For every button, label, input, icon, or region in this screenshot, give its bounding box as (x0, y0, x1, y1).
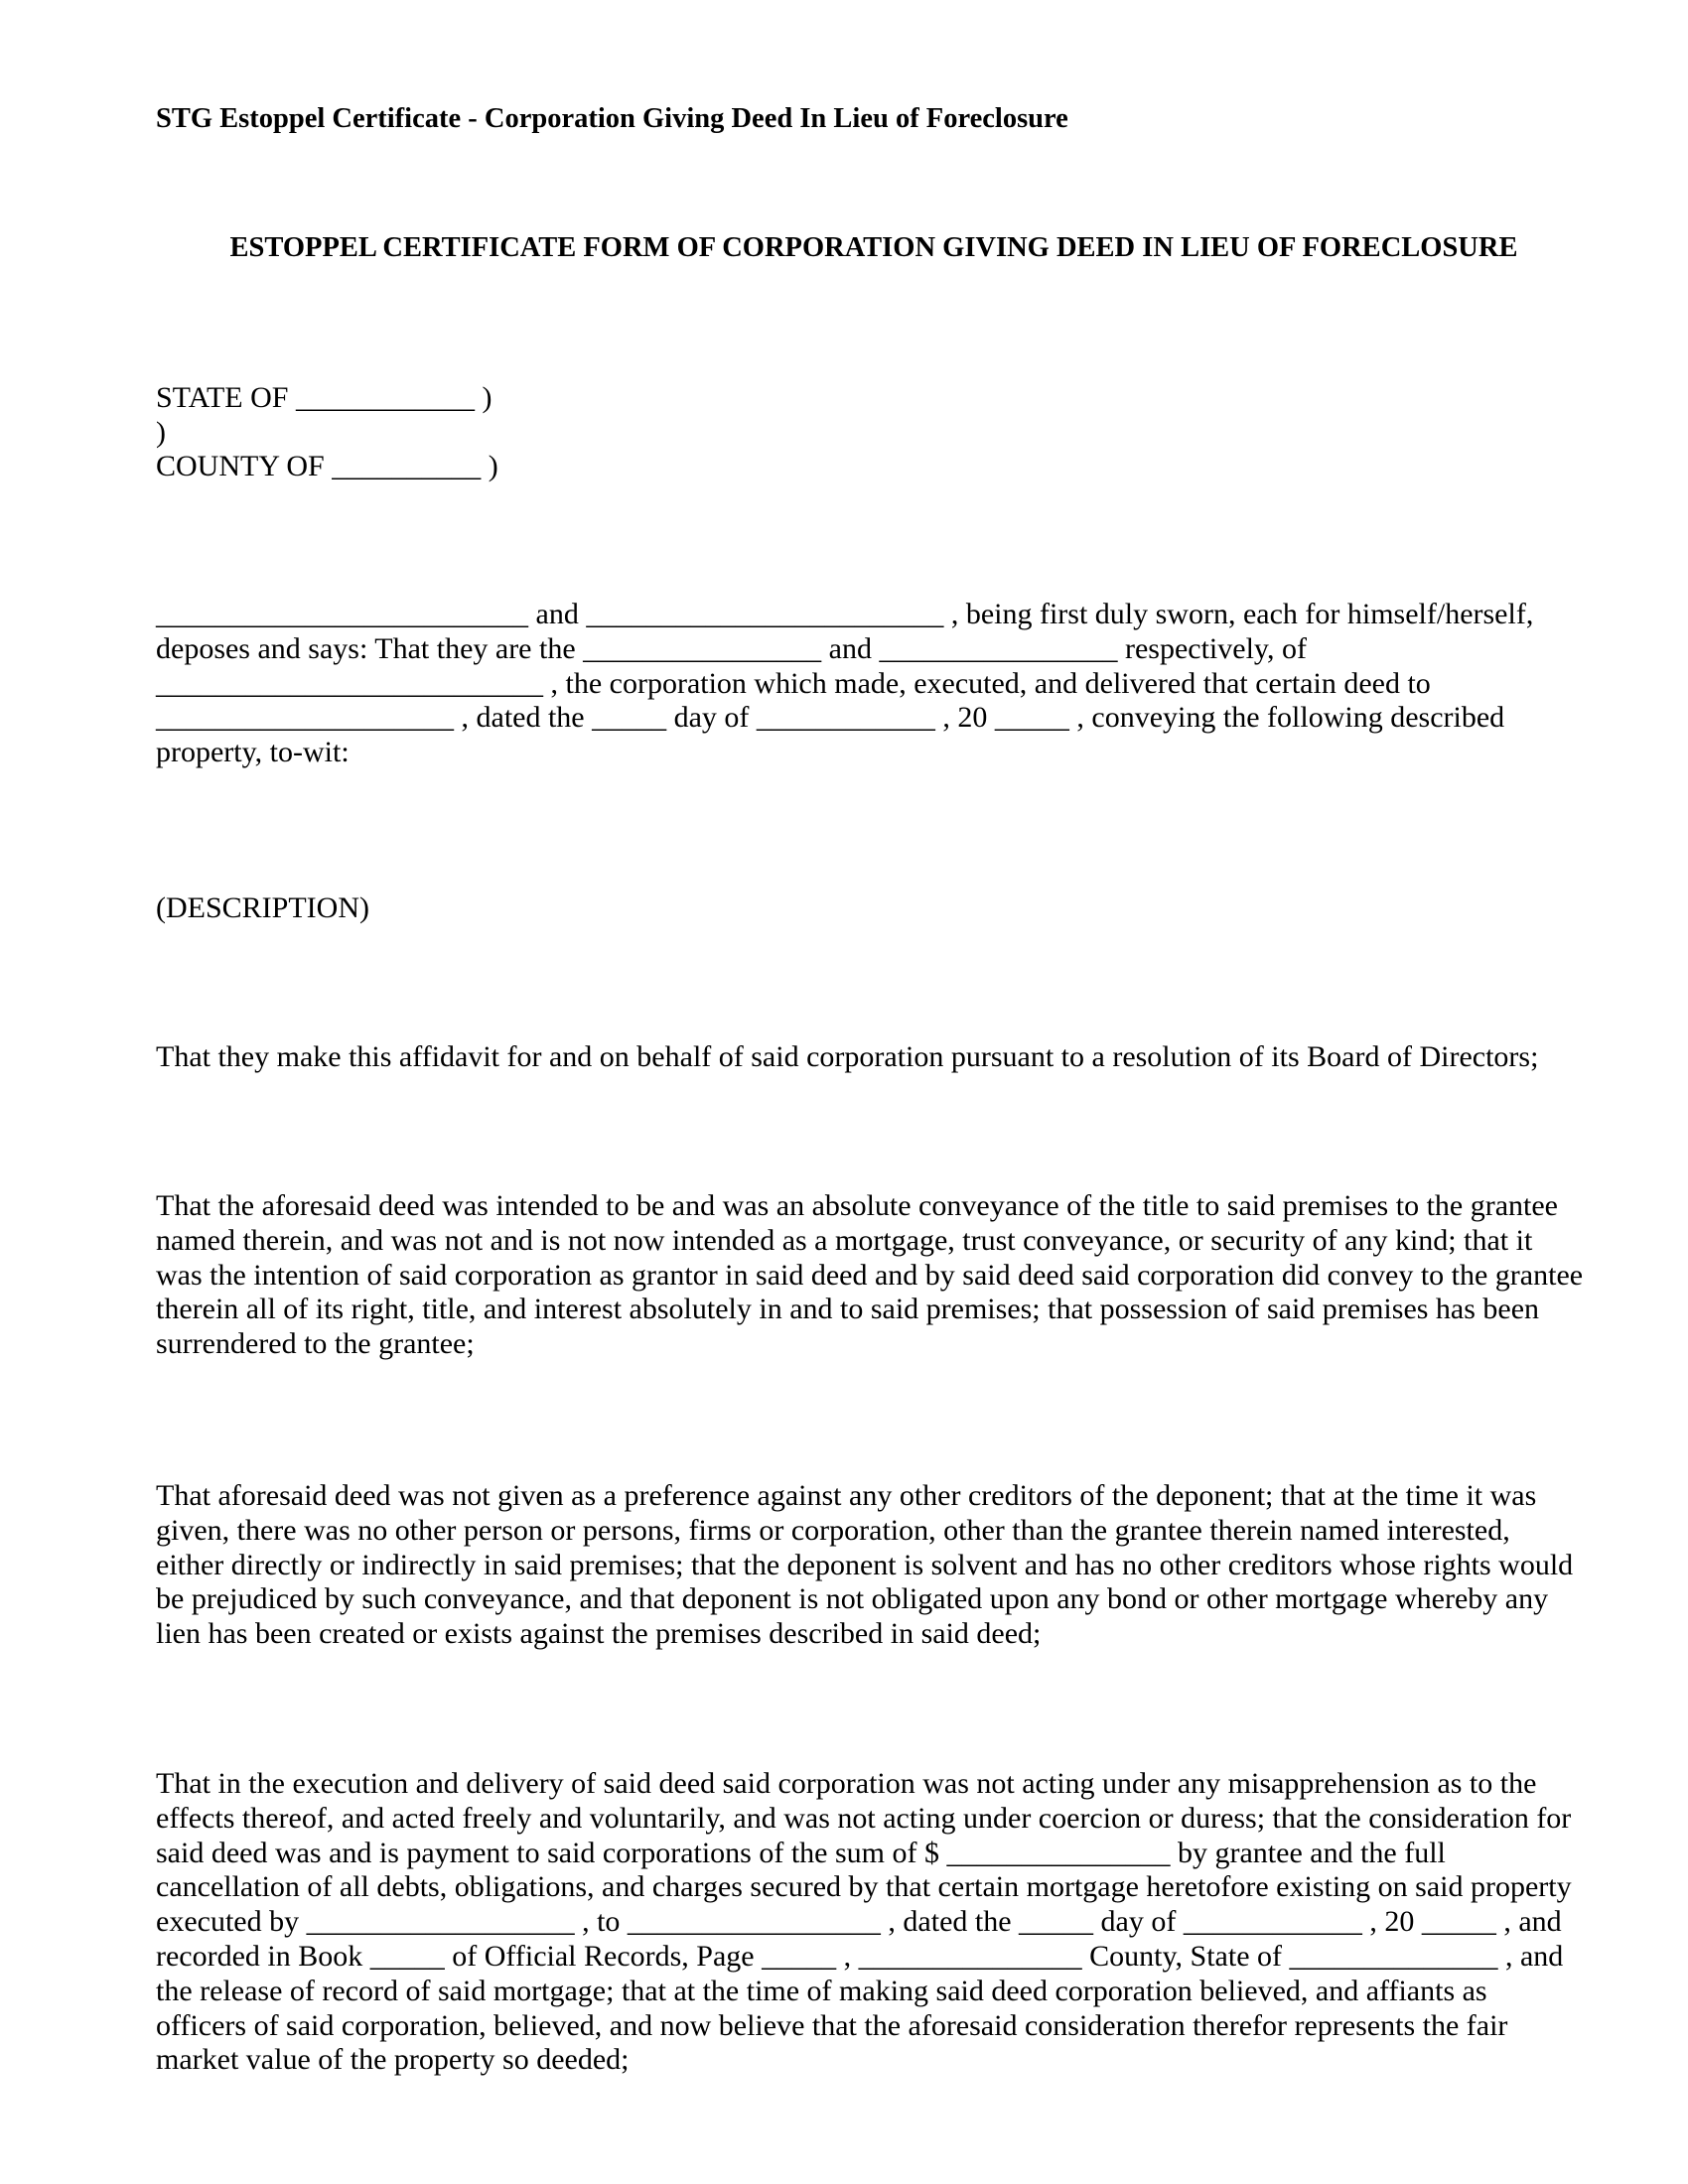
paragraph-line: That the aforesaid deed was intended to be and was an absolute conveyance of the title to said premises to the grantee (156, 1189, 1558, 1222)
paragraph-line: officers of said corporation, believed, and now believe that the aforesaid consideration therefor represents the fair (156, 2008, 1508, 2042)
absolute-conveyance-paragraph (156, 1189, 1616, 1362)
resolution-paragraph (156, 1040, 1616, 1075)
paragraph-line: That in the execution and delivery of said deed said corporation was not acting under any misapprehension as to the (156, 1767, 1537, 1800)
document-title: ESTOPPEL CERTIFICATE FORM OF CORPORATION GIVING DEED IN LIEU OF FORECLOSURE (229, 232, 1518, 263)
paragraph-line: effects thereof, and acted freely and voluntarily, and was not acting under coercion or duress; that the consideration for (156, 1801, 1572, 1835)
paragraph-line: said deed was and is payment to said corporations of the sum of $ _______________ by grantee and the full (156, 1836, 1446, 1869)
paragraph-line: be prejudiced by such conveyance, and that deponent is not obligated upon any bond or other mortgage whereby any (156, 1582, 1549, 1616)
paragraph-line: cancellation of all debts, obligations, and charges secured by that certain mortgage heretofore existing on said property (156, 1870, 1572, 1904)
paragraph-line: __________________________ , the corporation which made, executed, and delivered that certain deed to (156, 666, 1431, 700)
paragraph-line: named therein, and was not and is not now intended as a mortgage, trust conveyance, or security of any kind; that it (156, 1223, 1533, 1257)
paragraph-line: market value of the property so deeded; (156, 2043, 630, 2077)
venue-block (156, 381, 498, 484)
paragraph-line: That they make this affidavit for and on behalf of said corporation pursuant to a resolution of its Board of Directors; (156, 1040, 1539, 1073)
paragraph-line: deposes and says: That they are the ________________ and ________________ respectively, of (156, 631, 1307, 665)
preference-paragraph (156, 1479, 1616, 1652)
execution-paragraph (156, 1767, 1616, 2078)
paragraph-line: executed by __________________ , to _________________ , dated the _____ day of ____________ , 20 _____ , and (156, 1905, 1562, 1939)
description-label: (DESCRIPTION) (156, 891, 369, 924)
paragraph-line: therein all of its right, title, and interest absolutely in and to said premises; that possession of said premises has been (156, 1293, 1540, 1326)
state-line: STATE OF ____________ ) (156, 381, 492, 414)
paragraph-line: ____________________ , dated the _____ day of ____________ , 20 _____ , conveying the following described (156, 701, 1505, 735)
county-line: COUNTY OF __________ ) (156, 450, 498, 482)
document-header: STG Estoppel Certificate - Corporation Giving Deed In Lieu of Foreclosure (156, 103, 1068, 134)
venue-middle-line: ) (156, 415, 166, 449)
paragraph-line: the release of record of said mortgage; that at the time of making said deed corporation believed, and affiants as (156, 1974, 1487, 2007)
paragraph-line: That aforesaid deed was not given as a preference against any other creditors of the deponent; that at the time it was (156, 1479, 1537, 1512)
paragraph-line: property, to-wit: (156, 736, 350, 769)
opening-paragraph (156, 598, 1616, 770)
paragraph-line: was the intention of said corporation as grantor in said deed and by said deed said corporation did convey to the grantee (156, 1258, 1584, 1292)
paragraph-line: surrendered to the grantee; (156, 1327, 475, 1361)
paragraph-line: lien has been created or exists against the premises described in said deed; (156, 1617, 1042, 1651)
paragraph-line: recorded in Book _____ of Official Records, Page _____ , _______________ County, State of ______________ , and (156, 1939, 1564, 1973)
paragraph-line: _________________________ and ________________________ , being first duly sworn, each for himself/herself, (156, 598, 1534, 630)
paragraph-line: given, there was no other person or persons, firms or corporation, other than the grantee therein named interested, (156, 1513, 1510, 1547)
paragraph-line: either directly or indirectly in said premises; that the deponent is solvent and has no other creditors whose rights would (156, 1548, 1574, 1581)
